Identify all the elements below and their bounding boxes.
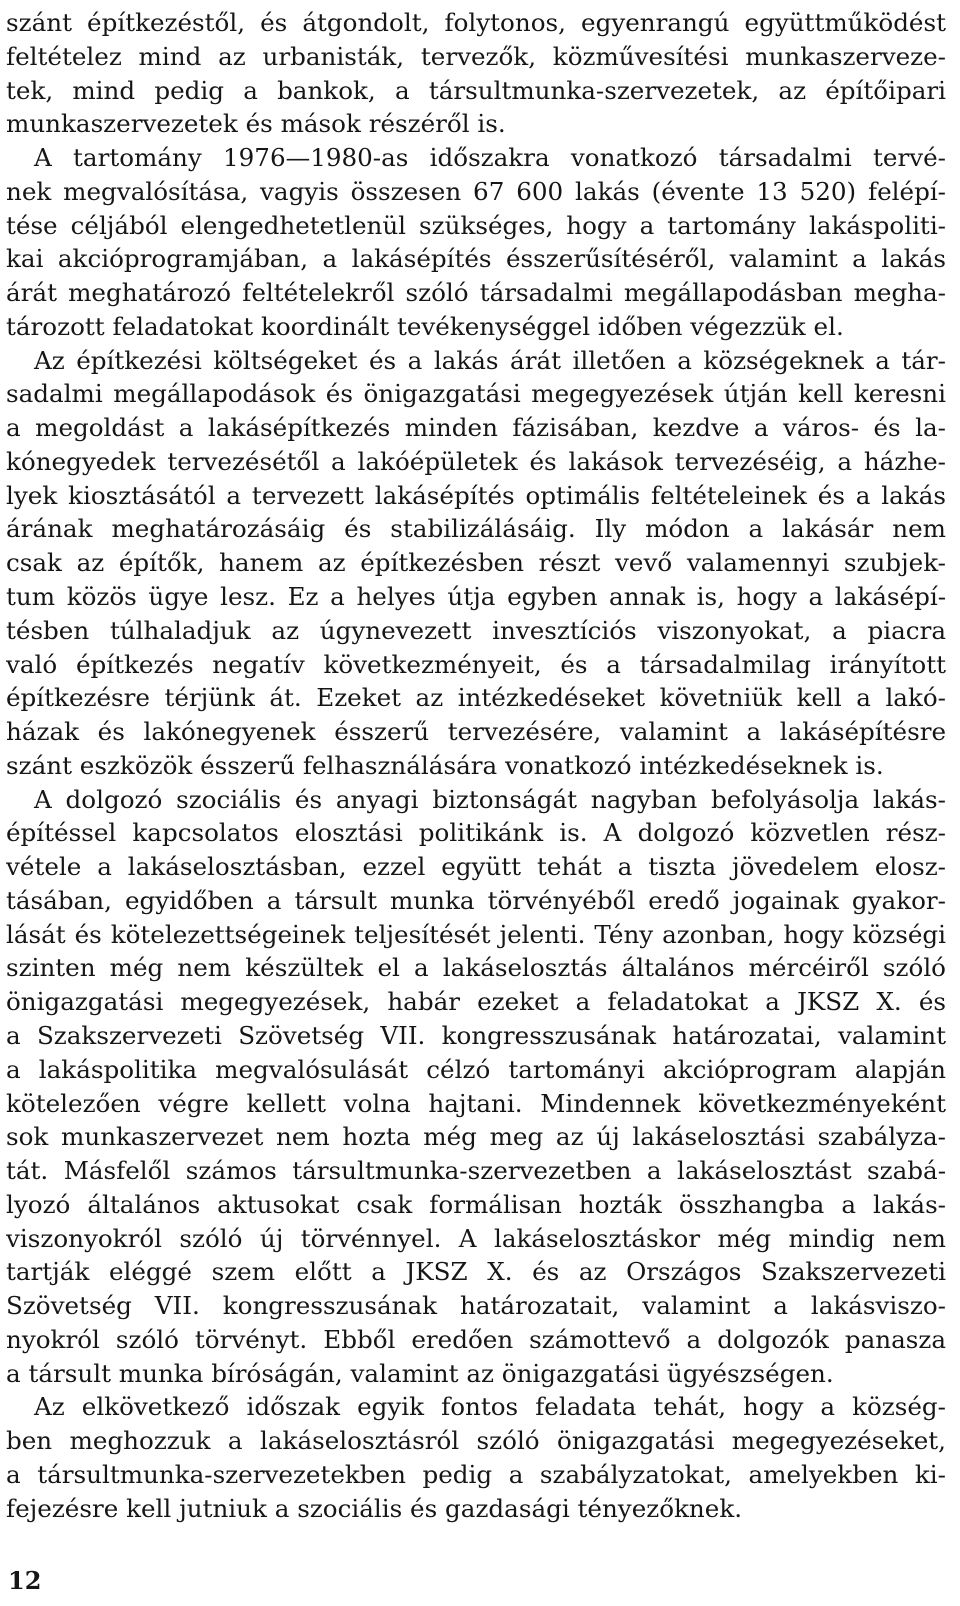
- text-line: csak az építők, hanem az építkezésben részt vevő valamennyi szubjek-: [6, 548, 946, 578]
- text-line: sok munkaszervezet nem hozta még meg az új lakáselosztási szabályza-: [6, 1122, 946, 1152]
- text-line: lását és kötelezettségeinek teljesítését jelenti. Tény azonban, hogy községi: [6, 919, 946, 949]
- text-line: Szövetség VII. kongresszusának határozatait, valamint a lakásviszo-: [6, 1291, 946, 1321]
- text-line: nyokról szóló törvényt. Ebből eredően számottevő a dolgozók panasza: [6, 1324, 946, 1354]
- text-line: szinten még nem készültek el a lakáselosztás általános mércéiről szóló: [6, 953, 946, 983]
- text-line: lyek kiosztásától a tervezett lakásépítés optimális feltételeinek és a lakás: [6, 480, 946, 510]
- text-line: ben meghozzuk a lakáselosztásról szóló önigazgatási megegyezéseket,: [6, 1426, 946, 1456]
- text-line: építkezésre térjünk át. Ezeket az intézkedéseket követniük kell a lakó-: [6, 683, 946, 713]
- text-line: sadalmi megállapodások és önigazgatási megegyezések útján kell keresni: [6, 379, 946, 409]
- text-line: árát meghatározó feltételekről szóló társadalmi megállapodásban megha-: [6, 278, 946, 308]
- text-line: Az építkezési költségeket és a lakás árát illetően a községeknek a tár-: [34, 345, 946, 375]
- text-line: fejezésre kell jutniuk a szociális és gazdasági tényezőknek.: [6, 1493, 743, 1523]
- text-line: viszonyokról szóló új törvénnyel. A lakáselosztáskor még mindig nem: [6, 1223, 946, 1253]
- text-line: vétele a lakáselosztásban, ezzel együtt tehát a tiszta jövedelem elosz-: [6, 852, 946, 882]
- text-line: tum közös ügye lesz. Ez a helyes útja egyben annak is, hogy a lakásépí-: [6, 582, 946, 612]
- text-line: a Szakszervezeti Szövetség VII. kongresszusának határozatai, valamint: [6, 1020, 946, 1050]
- text-line: tartják eléggé szem előtt a JKSZ X. és az Országos Szakszervezeti: [6, 1257, 946, 1287]
- text-line: munkaszervezetek és mások részéről is.: [6, 109, 506, 139]
- text-line: A dolgozó szociális és anyagi biztonságát nagyban befolyásolja lakás-: [34, 784, 946, 814]
- text-line: árának meghatározásáig és stabilizálásáig. Ily módon a lakásár nem: [6, 514, 946, 544]
- text-line: lyozó általános aktusokat csak formálisan hozták összhangba a lakás-: [6, 1189, 946, 1219]
- text-line: önigazgatási megegyezések, habár ezeket a feladatokat a JKSZ X. és: [6, 987, 946, 1017]
- body-text: [6, 6, 946, 1525]
- text-line: a társult munka bíróságán, valamint az önigazgatási ügyészségen.: [6, 1358, 834, 1388]
- page-number: 12: [8, 1566, 42, 1595]
- text-line: A tartomány 1976—1980-as időszakra vonatkozó társadalmi tervé-: [34, 143, 946, 173]
- text-line: szánt építkezéstől, és átgondolt, folytonos, egyenrangú együttműködést: [6, 8, 946, 37]
- text-line: a megoldást a lakásépítkezés minden fázisában, kezdve a város- és la-: [6, 413, 946, 443]
- text-line: tésben túlhaladjuk az úgynevezett invesztíciós viszonyokat, a piacra: [6, 615, 946, 645]
- text-line: tát. Másfelől számos társultmunka-szervezetben a lakáselosztást szabá-: [6, 1156, 946, 1186]
- text-line: kötelezően végre kellett volna hajtani. Mindennek következményeként: [6, 1088, 946, 1118]
- text-line: tése céljából elengedhetetlenül szükséges, hogy a tartomány lakáspoliti-: [6, 210, 946, 240]
- text-line: a társultmunka-szervezetekben pedig a szabályzatokat, amelyekben ki-: [6, 1459, 946, 1489]
- text-line: nek megvalósítása, vagyis összesen 67 600 lakás (évente 13 520) felépí-: [6, 176, 946, 206]
- text-line: a lakáspolitika megvalósulását célzó tartományi akcióprogram alapján: [6, 1054, 946, 1084]
- text-line: feltételez mind az urbanisták, tervezők, közművesítési munkaszerveze-: [6, 41, 946, 71]
- text-line: házak és lakónegyenek ésszerű tervezésére, valamint a lakásépítésre: [6, 717, 946, 747]
- text-line: kai akcióprogramjában, a lakásépítés ésszerűsítéséről, valamint a lakás: [6, 244, 946, 274]
- text-line: tásában, egyidőben a társult munka törvényéből eredő jogainak gyakor-: [6, 885, 946, 915]
- text-line: tározott feladatokat koordinált tevékenységgel időben végezzük el.: [6, 311, 844, 341]
- text-line: való építkezés negatív következményeit, és a társadalmilag irányított: [6, 649, 946, 679]
- text-line: kónegyedek tervezésétől a lakóépületek és lakások tervezéséig, a házhe-: [6, 446, 946, 476]
- text-line: Az elkövetkező időszak egyik fontos feladata tehát, hogy a község-: [34, 1392, 946, 1422]
- text-line: építéssel kapcsolatos elosztási politikánk is. A dolgozó közvetlen rész-: [6, 818, 946, 848]
- text-line: tek, mind pedig a bankok, a társultmunka-szervezetek, az építőipari: [6, 75, 946, 105]
- text-line: szánt eszközök ésszerű felhasználására vonatkozó intézkedéseknek is.: [6, 750, 884, 780]
